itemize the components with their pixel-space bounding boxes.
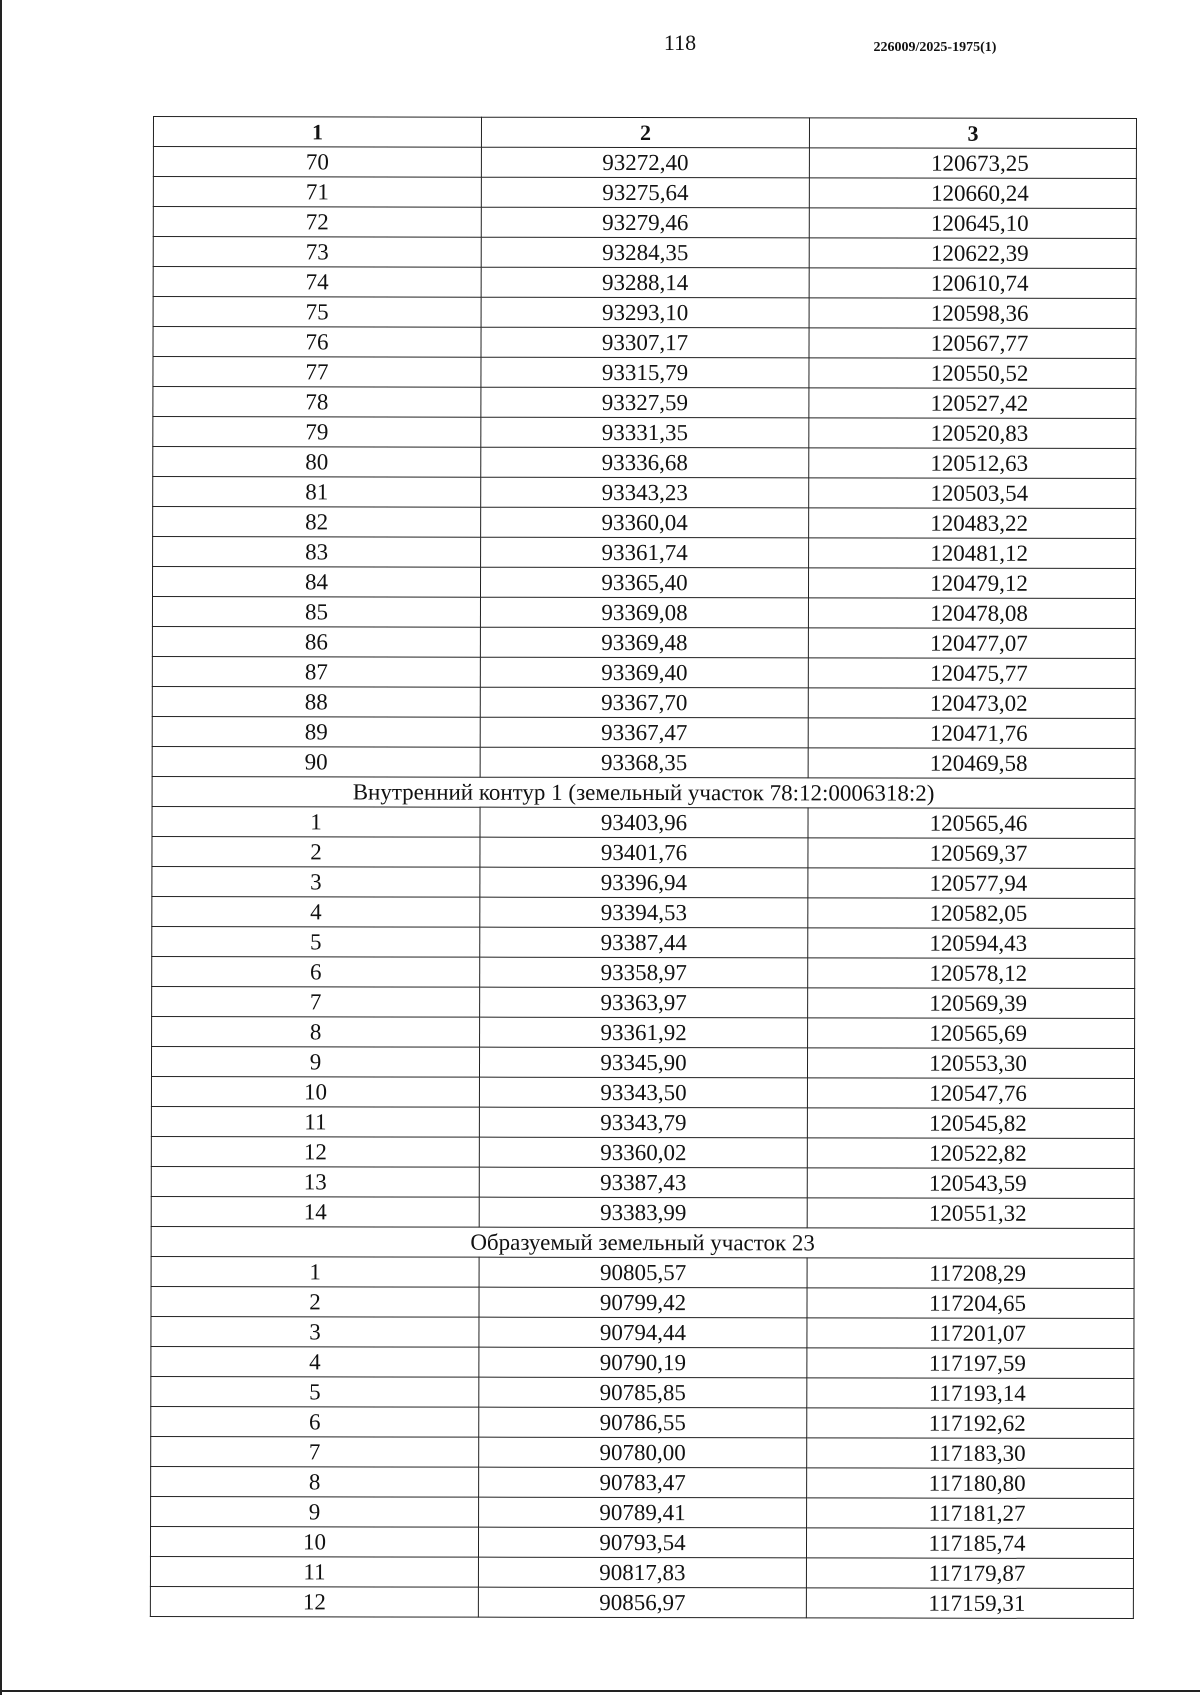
table-row [152, 746, 1135, 778]
table-row [151, 1256, 1134, 1288]
table-row [151, 1376, 1134, 1408]
y-coordinate-cell: 120475,77 [808, 658, 1135, 689]
y-coordinate-cell: 117185,74 [806, 1528, 1133, 1559]
y-coordinate-cell: 120551,32 [807, 1198, 1134, 1229]
table-row [152, 926, 1135, 958]
point-number-cell: 85 [152, 597, 480, 628]
section-header-row [151, 1226, 1134, 1258]
y-coordinate-cell: 117192,62 [807, 1408, 1134, 1439]
x-coordinate-cell: 93343,79 [479, 1107, 807, 1138]
y-coordinate-cell: 120477,07 [808, 628, 1135, 659]
table-row [153, 417, 1136, 449]
table-row [153, 507, 1136, 539]
point-number-cell: 2 [152, 836, 480, 867]
point-number-cell: 80 [153, 447, 481, 478]
x-coordinate-cell: 90817,83 [478, 1557, 806, 1588]
point-number-cell: 77 [153, 357, 481, 388]
y-coordinate-cell: 117208,29 [807, 1258, 1134, 1289]
point-number-cell: 8 [152, 1016, 480, 1047]
coordinates-table-body [150, 147, 1136, 1619]
y-coordinate-cell: 120577,94 [808, 868, 1135, 899]
x-coordinate-cell: 93401,76 [480, 837, 808, 868]
y-coordinate-cell: 117183,30 [807, 1438, 1134, 1469]
point-number-cell: 12 [150, 1586, 478, 1617]
point-number-cell: 3 [152, 866, 480, 897]
table-row [153, 147, 1136, 179]
table-row [153, 357, 1136, 389]
table-row [153, 327, 1136, 359]
column-header-y: 3 [809, 118, 1136, 149]
y-coordinate-cell: 120522,82 [807, 1138, 1134, 1169]
x-coordinate-cell: 93365,40 [480, 567, 808, 598]
point-number-cell: 88 [152, 686, 480, 717]
table-row [151, 1286, 1134, 1318]
section-title: Образуемый земельный участок 23 [151, 1226, 1134, 1258]
page-edge-left [0, 0, 2, 1695]
y-coordinate-cell: 120645,10 [809, 208, 1136, 239]
y-coordinate-cell: 120660,24 [809, 178, 1136, 209]
y-coordinate-cell: 120481,12 [809, 538, 1136, 569]
table-row [152, 956, 1135, 988]
point-number-cell: 79 [153, 417, 481, 448]
x-coordinate-cell: 90793,54 [478, 1527, 806, 1558]
table-row [150, 1556, 1133, 1588]
table-row [152, 686, 1135, 718]
y-coordinate-cell: 117193,14 [807, 1378, 1134, 1409]
x-coordinate-cell: 90785,85 [479, 1377, 807, 1408]
y-coordinate-cell: 120543,59 [807, 1168, 1134, 1199]
y-coordinate-cell: 120594,43 [808, 928, 1135, 959]
point-number-cell: 82 [153, 507, 481, 538]
table-row [152, 597, 1135, 629]
table-row [152, 716, 1135, 748]
y-coordinate-cell: 117159,31 [806, 1588, 1133, 1619]
y-coordinate-cell: 120545,82 [807, 1108, 1134, 1139]
x-coordinate-cell: 93369,40 [480, 657, 808, 688]
y-coordinate-cell: 117201,07 [807, 1318, 1134, 1349]
point-number-cell: 13 [151, 1166, 479, 1197]
y-coordinate-cell: 120503,54 [809, 478, 1136, 509]
y-coordinate-cell: 120479,12 [808, 568, 1135, 599]
column-header-x: 2 [481, 117, 809, 148]
point-number-cell: 8 [151, 1466, 479, 1497]
y-coordinate-cell: 120483,22 [809, 508, 1136, 539]
x-coordinate-cell: 93360,04 [481, 507, 809, 538]
table-row [151, 1166, 1134, 1198]
y-coordinate-cell: 120471,76 [808, 718, 1135, 749]
table-row [152, 896, 1135, 928]
point-number-cell: 76 [153, 327, 481, 358]
point-number-cell: 70 [153, 147, 481, 178]
table-row [152, 656, 1135, 688]
x-coordinate-cell: 90789,41 [479, 1497, 807, 1528]
y-coordinate-cell: 120550,52 [809, 358, 1136, 389]
table-row [153, 387, 1136, 419]
point-number-cell: 3 [151, 1316, 479, 1347]
page-number: 118 [663, 30, 697, 55]
y-coordinate-cell: 117181,27 [807, 1498, 1134, 1529]
point-number-cell: 12 [151, 1136, 479, 1167]
point-number-cell: 72 [153, 207, 481, 238]
point-number-cell: 87 [152, 656, 480, 687]
point-number-cell: 9 [151, 1496, 479, 1527]
table-row [151, 1076, 1134, 1108]
y-coordinate-cell: 120578,12 [808, 958, 1135, 989]
page-edge-bottom [0, 1690, 1200, 1692]
y-coordinate-cell: 120520,83 [809, 418, 1136, 449]
table-row [152, 626, 1135, 658]
x-coordinate-cell: 93361,92 [480, 1017, 808, 1048]
x-coordinate-cell: 93345,90 [479, 1047, 807, 1078]
y-coordinate-cell: 120567,77 [809, 328, 1136, 359]
table-row [150, 1586, 1133, 1618]
x-coordinate-cell: 93275,64 [481, 177, 809, 208]
y-coordinate-cell: 117180,80 [807, 1468, 1134, 1499]
y-coordinate-cell: 120478,08 [808, 598, 1135, 629]
table-row [153, 537, 1136, 569]
point-number-cell: 1 [152, 806, 480, 837]
x-coordinate-cell: 93315,79 [481, 357, 809, 388]
point-number-cell: 90 [152, 746, 480, 777]
column-header-point-number: 1 [153, 117, 481, 148]
point-number-cell: 10 [150, 1526, 478, 1557]
x-coordinate-cell: 93327,59 [481, 387, 809, 418]
point-number-cell: 1 [151, 1256, 479, 1287]
point-number-cell: 2 [151, 1286, 479, 1317]
y-coordinate-cell: 120527,42 [809, 388, 1136, 419]
table-row [151, 1466, 1134, 1498]
x-coordinate-cell: 93368,35 [480, 747, 808, 778]
point-number-cell: 4 [151, 1346, 479, 1377]
y-coordinate-cell: 120553,30 [807, 1048, 1134, 1079]
x-coordinate-cell: 93387,44 [480, 927, 808, 958]
x-coordinate-cell: 93358,97 [480, 957, 808, 988]
x-coordinate-cell: 93367,70 [480, 687, 808, 718]
x-coordinate-cell: 93394,53 [480, 897, 808, 928]
table-header-row [153, 117, 1136, 149]
point-number-cell: 11 [151, 1106, 479, 1137]
table-row [152, 866, 1135, 898]
point-number-cell: 81 [153, 477, 481, 508]
x-coordinate-cell: 93343,23 [481, 477, 809, 508]
y-coordinate-cell: 120547,76 [807, 1078, 1134, 1109]
x-coordinate-cell: 93284,35 [481, 237, 809, 268]
x-coordinate-cell: 93361,74 [481, 537, 809, 568]
point-number-cell: 89 [152, 716, 480, 747]
point-number-cell: 10 [151, 1076, 479, 1107]
y-coordinate-cell: 117179,87 [806, 1558, 1133, 1589]
x-coordinate-cell: 93369,08 [480, 597, 808, 628]
y-coordinate-cell: 120512,63 [809, 448, 1136, 479]
table-row [151, 1046, 1134, 1078]
y-coordinate-cell: 120610,74 [809, 268, 1136, 299]
table-row [151, 1196, 1134, 1228]
x-coordinate-cell: 90856,97 [478, 1587, 806, 1618]
point-number-cell: 7 [152, 986, 480, 1017]
y-coordinate-cell: 120565,69 [808, 1018, 1135, 1049]
x-coordinate-cell: 93363,97 [480, 987, 808, 1018]
table-row [151, 1406, 1134, 1438]
y-coordinate-cell: 120569,39 [808, 988, 1135, 1019]
x-coordinate-cell: 93396,94 [480, 867, 808, 898]
y-coordinate-cell: 120473,02 [808, 688, 1135, 719]
point-number-cell: 83 [153, 537, 481, 568]
table-row [153, 477, 1136, 509]
y-coordinate-cell: 120469,58 [808, 748, 1135, 779]
y-coordinate-cell: 120582,05 [808, 898, 1135, 929]
table-row [151, 1316, 1134, 1348]
point-number-cell: 74 [153, 267, 481, 298]
x-coordinate-cell: 93336,68 [481, 447, 809, 478]
y-coordinate-cell: 120673,25 [809, 148, 1136, 179]
document-registration-code: 226009/2025-1975(1) [873, 40, 997, 55]
table-row [153, 207, 1136, 239]
y-coordinate-cell: 120622,39 [809, 238, 1136, 269]
x-coordinate-cell: 93331,35 [481, 417, 809, 448]
point-number-cell: 6 [152, 956, 480, 987]
table-row [152, 1016, 1135, 1048]
section-title: Внутренний контур 1 (земельный участок 78:12:0006318:2) [152, 776, 1135, 808]
table-row [153, 177, 1136, 209]
x-coordinate-cell: 90790,19 [479, 1347, 807, 1378]
x-coordinate-cell: 93307,17 [481, 327, 809, 358]
point-number-cell: 71 [153, 177, 481, 208]
x-coordinate-cell: 90786,55 [479, 1407, 807, 1438]
x-coordinate-cell: 93360,02 [479, 1137, 807, 1168]
x-coordinate-cell: 93383,99 [479, 1197, 807, 1228]
x-coordinate-cell: 93272,40 [481, 147, 809, 178]
table-row [152, 567, 1135, 599]
y-coordinate-cell: 120598,36 [809, 298, 1136, 329]
x-coordinate-cell: 93279,46 [481, 207, 809, 238]
point-number-cell: 4 [152, 896, 480, 927]
x-coordinate-cell: 90794,44 [479, 1317, 807, 1348]
x-coordinate-cell: 93367,47 [480, 717, 808, 748]
section-header-row [152, 776, 1135, 808]
y-coordinate-cell: 120569,37 [808, 838, 1135, 869]
x-coordinate-cell: 93369,48 [480, 627, 808, 658]
x-coordinate-cell: 90783,47 [479, 1467, 807, 1498]
point-number-cell: 84 [152, 567, 480, 598]
point-number-cell: 75 [153, 297, 481, 328]
table-row [152, 836, 1135, 868]
table-row [151, 1436, 1134, 1468]
table-row [152, 806, 1135, 838]
table-row [151, 1106, 1134, 1138]
point-number-cell: 86 [152, 626, 480, 657]
y-coordinate-cell: 117204,65 [807, 1288, 1134, 1319]
table-row [153, 267, 1136, 299]
point-number-cell: 9 [151, 1046, 479, 1077]
y-coordinate-cell: 117197,59 [807, 1348, 1134, 1379]
x-coordinate-cell: 93293,10 [481, 297, 809, 328]
point-number-cell: 11 [150, 1556, 478, 1587]
point-number-cell: 73 [153, 237, 481, 268]
x-coordinate-cell: 90780,00 [479, 1437, 807, 1468]
table-row [150, 1526, 1133, 1558]
table-row [151, 1496, 1134, 1528]
coordinates-table [150, 116, 1137, 1619]
point-number-cell: 7 [151, 1436, 479, 1467]
point-number-cell: 78 [153, 387, 481, 418]
table-row [153, 237, 1136, 269]
table-row [153, 447, 1136, 479]
x-coordinate-cell: 93288,14 [481, 267, 809, 298]
x-coordinate-cell: 93343,50 [479, 1077, 807, 1108]
table-row [151, 1346, 1134, 1378]
table-row [153, 297, 1136, 329]
x-coordinate-cell: 93403,96 [480, 807, 808, 838]
x-coordinate-cell: 90799,42 [479, 1287, 807, 1318]
x-coordinate-cell: 90805,57 [479, 1257, 807, 1288]
point-number-cell: 5 [151, 1376, 479, 1407]
table-row [151, 1136, 1134, 1168]
table-row [152, 986, 1135, 1018]
y-coordinate-cell: 120565,46 [808, 808, 1135, 839]
point-number-cell: 14 [151, 1196, 479, 1227]
point-number-cell: 5 [152, 926, 480, 957]
point-number-cell: 6 [151, 1406, 479, 1437]
x-coordinate-cell: 93387,43 [479, 1167, 807, 1198]
